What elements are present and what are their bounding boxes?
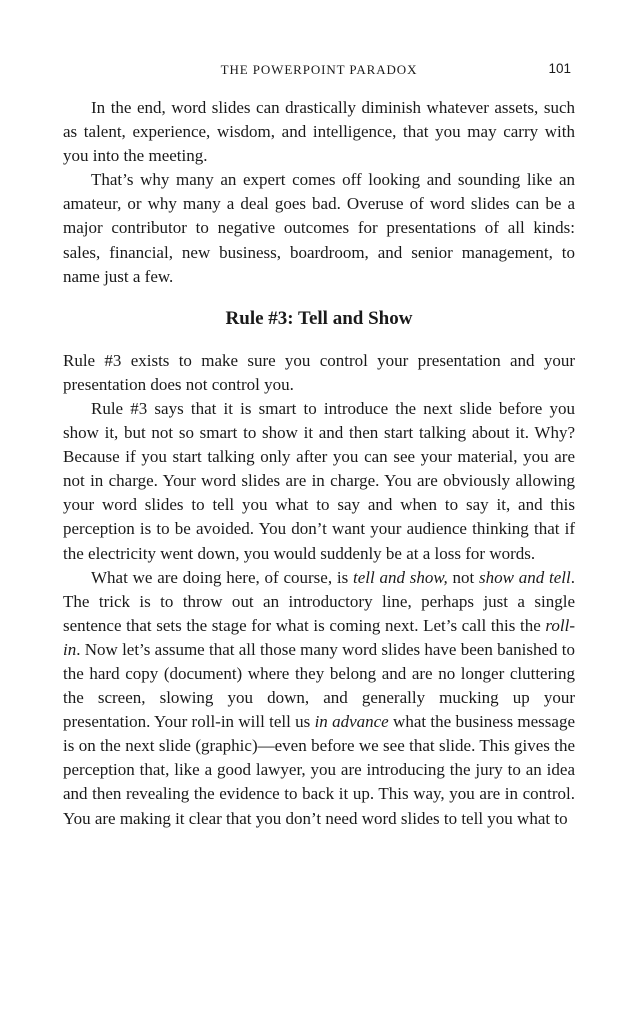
page-body [63,96,575,831]
paragraph-1: In the end, word slides can drastically diminish whatever assets, such as talent, experience, wisdom, and intelligence, that you may carry with you into the meeting. [63,98,575,166]
running-title: THE POWERPOINT PARADOX [220,62,418,77]
p5-emphasis-tell-and-show: tell and show, [352,567,448,587]
section-heading: Rule #3: Tell and Show [225,307,413,329]
paragraph-5 [63,566,575,831]
p5-emphasis-in-advance: in advance [314,712,389,732]
p5-text-b: not [447,567,480,587]
p5-text-a: What we are doing here, of course, is [91,567,353,587]
p5-emphasis-show-and-tell: show and tell [479,567,571,587]
p5-text-c: . The trick is to throw out an introductory line, perhaps just a single sentence that sets the stage for what is coming next. Let’s call this the [63,567,575,635]
paragraph-3: Rule #3 exists to make sure you control your presentation and your presentation does not control you. [63,350,575,394]
paragraph-4: Rule #3 says that it is smart to introduce the next slide before you show it, but not so smart to show it and then start talking about it. Why? Because if you start talking only after you can see your material, you are not in charge. Your word slides are in charge. You are obviously allowing your word slides to tell you what to say and when to say it, and this perception is to be avoided. You don’t want your audience thinking that if the electricity went down, you would suddenly be at a loss for words. [63,398,575,563]
p5-text-e: what the business message is on the next slide (graphic)—even before we see that slide. This gives the perception that, like a good lawyer, you are introducing the jury to an idea and then revealing the evidence to back it up. This way, you are in control. You are making it clear that you don’t need word slides to tell you what to [63,712,575,828]
p5-text-d: . Now let’s assume that all those many word slides have been banished to the hard copy (document) where they belong and are no longer cluttering the screen, slowing you down, and generally mucking up your presentation. Your roll-in will tell us [63,639,575,732]
page-header [63,62,575,82]
paragraph-2: That’s why many an expert comes off looking and sounding like an amateur, or why many a deal goes bad. Overuse of word slides can be a major contributor to negative outcomes for presentations of all kinds: sales, financial, new business, boardroom, and senior management, to name just a few. [63,170,575,286]
page-number: 101 [548,61,571,76]
p5-emphasis-roll-in: roll-in [63,615,575,659]
